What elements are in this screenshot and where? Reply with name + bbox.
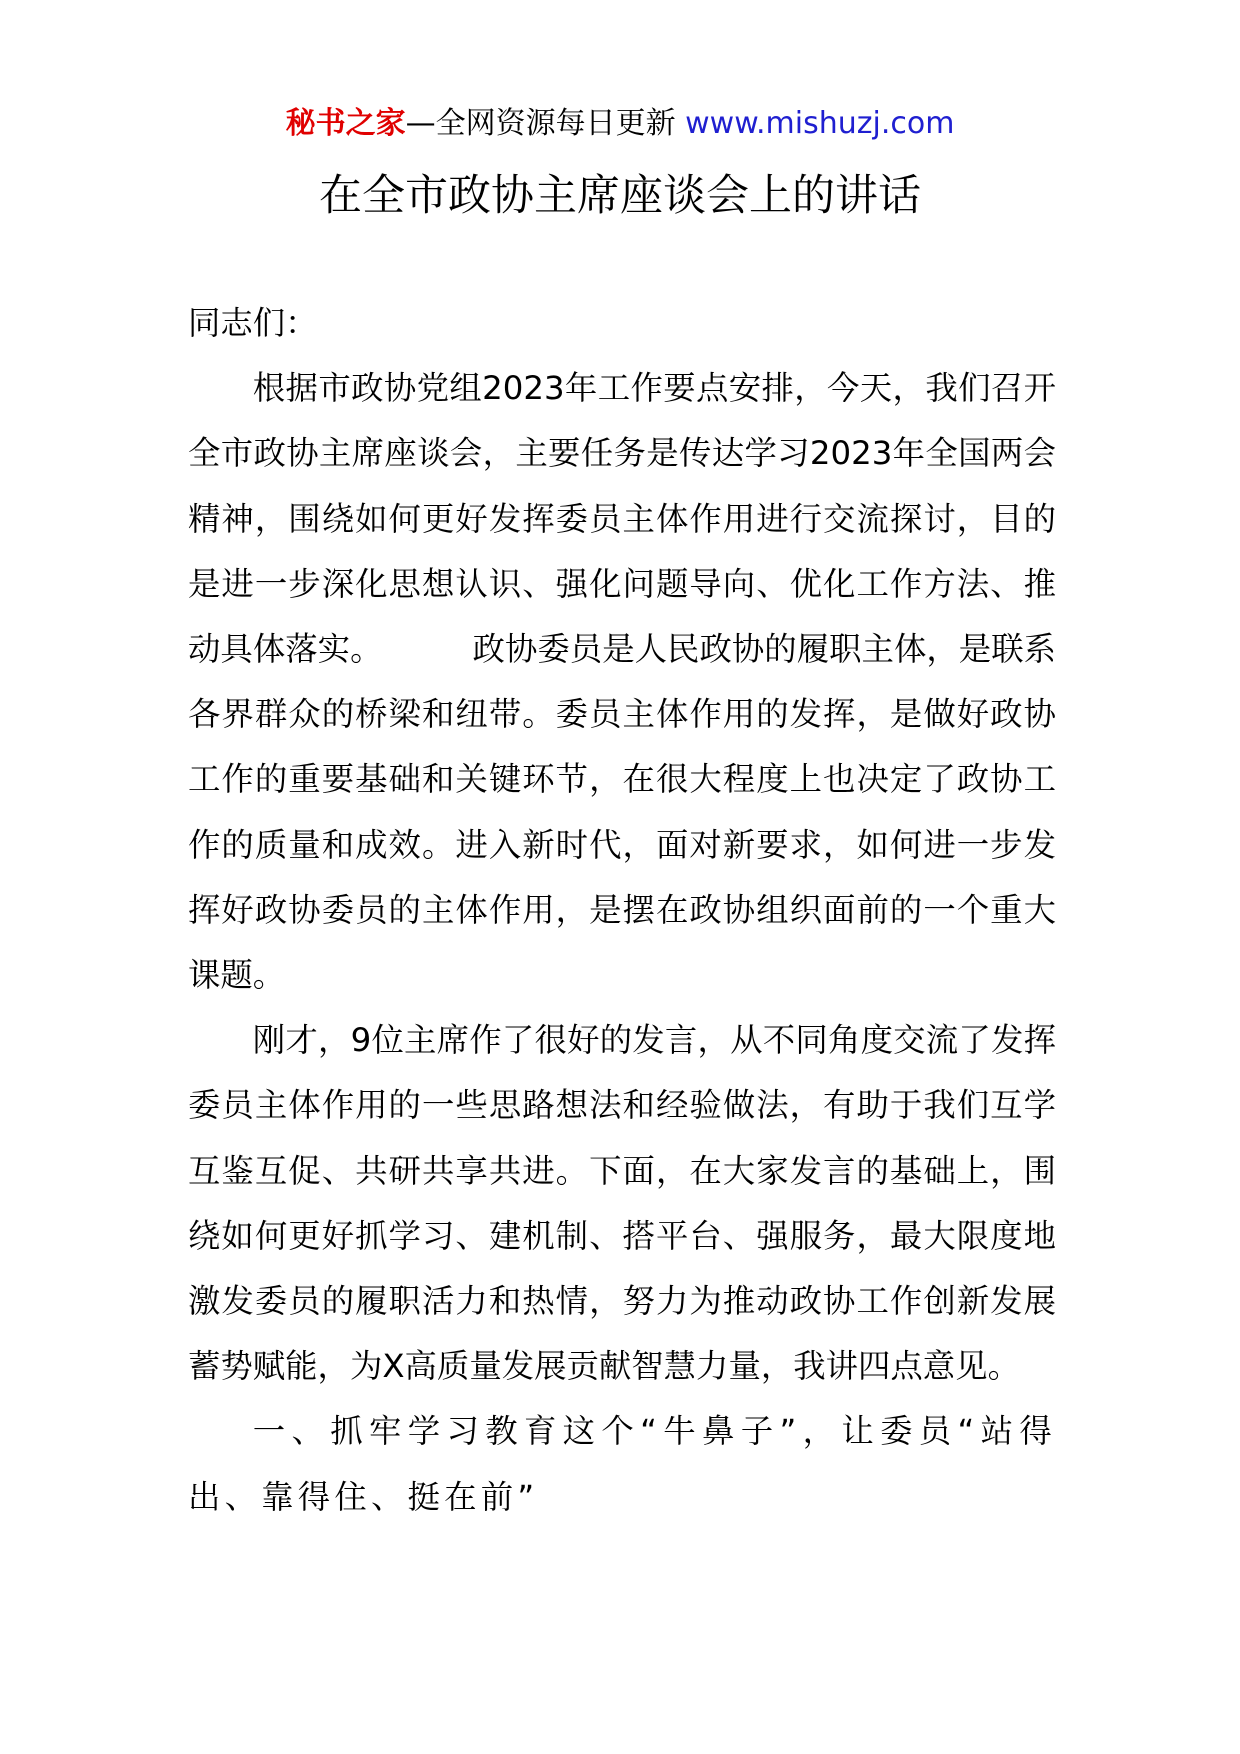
document-body	[188, 291, 1056, 1530]
section-heading-1: 一、抓牢学习教育这个“牛鼻子”，让委员“站得出、靠得住、挺在前”	[188, 1412, 1056, 1516]
paragraph-1: 根据市政协党组2023年工作要点安排，今天，我们召开全市政协主席座谈会，主要任务是传达学习2023年全国两会精神，围绕如何更好发挥委员主体作用进行交流探讨，目的是进一步深化思想认识、强化问题导向、优化工作方法、推动具体落实。	[188, 369, 1056, 669]
brand-name: 秘书之家	[285, 106, 406, 141]
site-url-link[interactable]: www.mishuzj.com	[685, 106, 955, 141]
body-paragraph-intro	[188, 356, 1056, 1008]
salutation: 同志们：	[188, 304, 318, 342]
document-title: 在全市政协主席座谈会上的讲话	[319, 171, 921, 221]
paragraph-2: 政协委员是人民政协的履职主体，是联系各界群众的桥梁和纽带。委员主体作用的发挥，是做好政协工作的重要基础和关键环节，在很大程度上也决定了政协工作的质量和成效。进入新时代，面对新要求，如何进一步发挥好政协委员的主体作用，是摆在政协组织面前的一个重大课题。	[188, 630, 1056, 995]
header-tagline: —全网资源每日更新	[405, 106, 676, 141]
watermark-header	[0, 104, 1240, 144]
paragraph-3: 刚才，9位主席作了很好的发言，从不同角度交流了发挥委员主体作用的一些思路想法和经验做法，有助于我们互学互鉴互促、共研共享共进。下面，在大家发言的基础上，围绕如何更好抓学习、建机制、搭平台、强服务，最大限度地激发委员的履职活力和热情，努力为推动政协工作创新发展蓄势赋能，为X高质量发展贡献智慧力量，我讲四点意见。	[188, 1021, 1056, 1386]
